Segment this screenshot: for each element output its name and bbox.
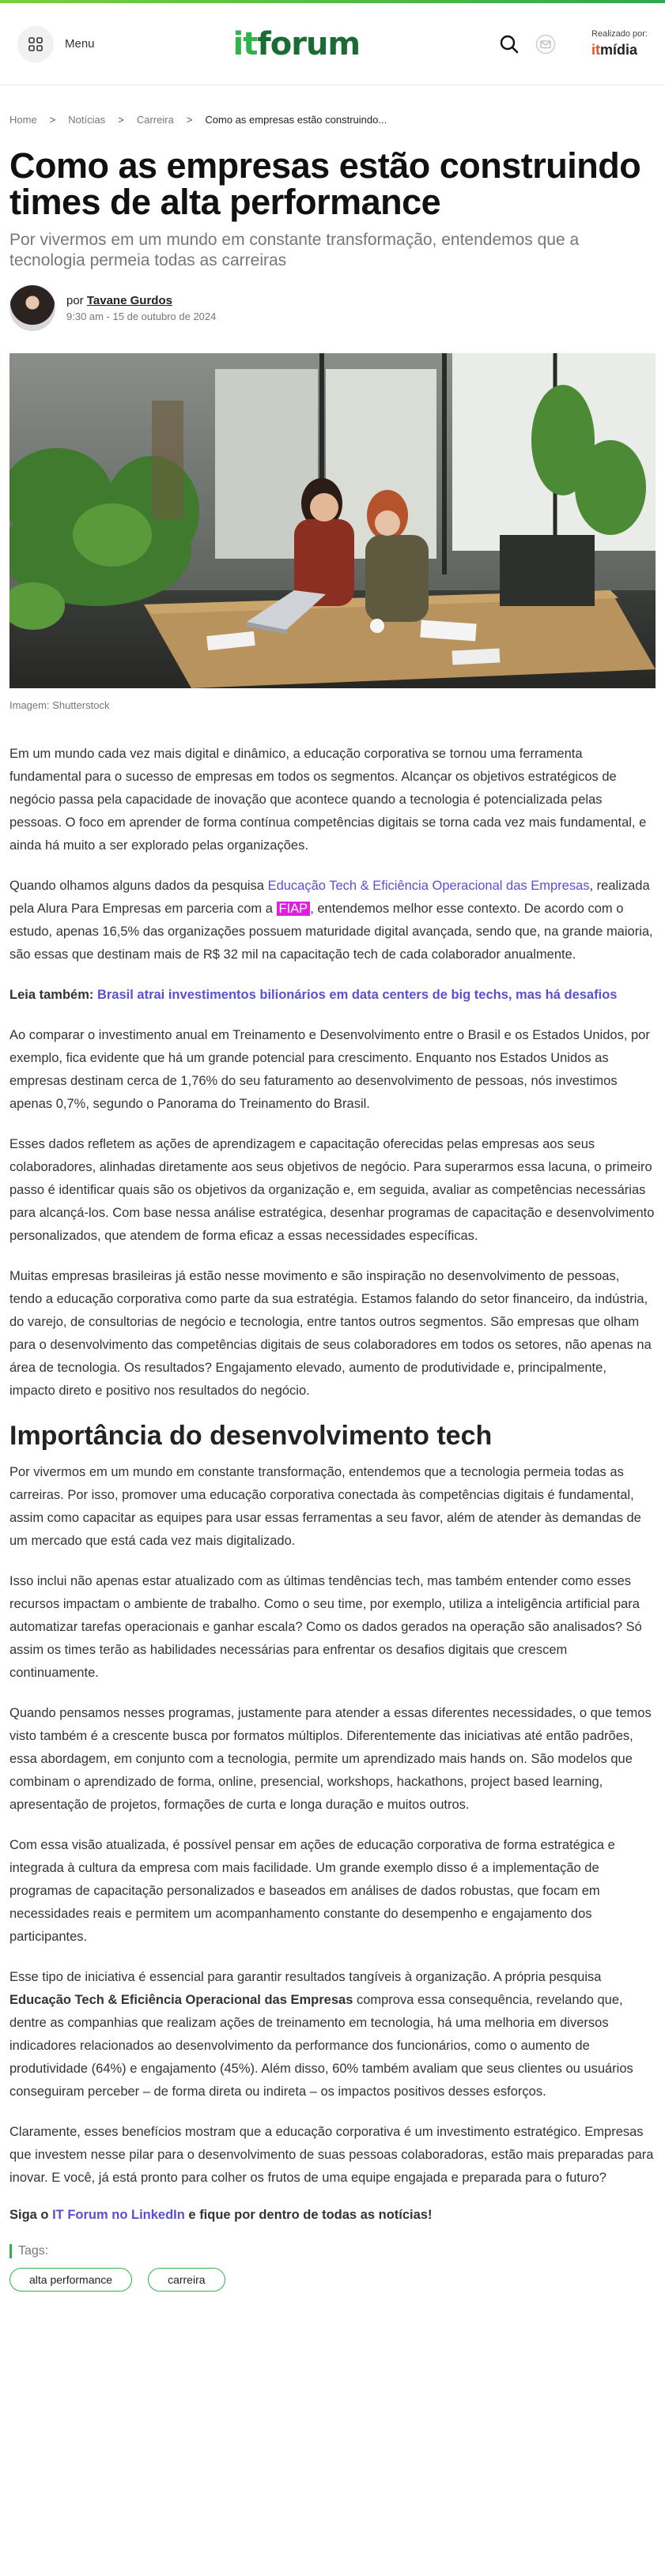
page-subtitle: Por vivermos em um mundo em constante transformação, entendemos que a tecnologia permeia todas as carreiras [9, 231, 580, 269]
paragraph: Quando olhamos alguns dados da pesquisa Educação Tech & Eficiência Operacional das Empresas, realizada pela Alura Para Empresas em parceria com a FIAP , entendemos melhor esse contexto. De acordo com o estudo, apenas 16,5% das organizações possuem maturidade digital avançada, sendo que, na grande maioria, são essas que destinam mais de R$ 32 mil na capacitação tech de cada colaborador anualmente. [9, 879, 653, 962]
site-logo[interactable] [232, 26, 360, 62]
paragraph: Isso inclui não apenas estar atualizado com as últimas tendências tech, mas também entender como esses recursos impactam o ambiente de trabalho. Como o seu time, por exemplo, utiliza a inteligência artificial para automatizar tarefas operacionais e ganhar escala? Como os dados gerados na operação são analisados? Só assim os times terão as habilidades necessárias para enfrentar os desafios digitais que crescem continuamente. [9, 1574, 642, 1680]
breadcrumb-current: Como as empresas estão construindo... [205, 114, 387, 126]
section-heading: Importância do desenvolvimento tech [9, 1421, 493, 1451]
author-link[interactable]: Tavane Gurdos [86, 294, 172, 307]
author-name: por Tavane Gurdos [66, 294, 172, 307]
avatar[interactable] [9, 285, 55, 331]
publish-date: 9:30 am - 15 de outubro de 2024 [66, 311, 217, 322]
sponsor-label: Realizado por: [591, 29, 648, 39]
grid-icon [17, 26, 54, 62]
menu-label: Menu [65, 37, 95, 51]
breadcrumb-carreira[interactable]: Carreira [136, 114, 174, 126]
linkedin-link[interactable]: IT Forum no LinkedIn [52, 2208, 185, 2222]
tag-list [9, 2268, 656, 2292]
newsletter-icon[interactable] [535, 33, 557, 55]
paragraph: Esse tipo de iniciativa é essencial para garantir resultados tangíveis à organização. A própria pesquisa Educação Tech & Eficiência Operacional das Empresas comprova essa consequência, revelando que, dentre as companhias que realizam ações de treinamento em tecnologia, há uma melhoria em diversos indicadores relacionados ao desenvolvimento da performance dos funcionários, como o aumento de produtividade (64%) e engajamento (45%). Além disso, 60% também avaliam que seus clientes ou usuários conseguiram perceber – de forma direta ou indireta – os impactos positivos desses esforços. [9, 1970, 633, 2099]
logo-forum: forum [257, 25, 361, 62]
menu-button[interactable] [17, 26, 95, 62]
tags-label: Tags: [9, 2244, 656, 2258]
article-body [9, 743, 656, 2227]
paragraph: Esses dados refletem as ações de aprendizagem e capacitação oferecidas pelas empresas aos seus colaboradores, alinhadas diretamente aos seus objetivos de negócio. Para superarmos essa lacuna, o primeiro passo é identificar quais são os objetivos da organização e, em seguida, avaliar as competências necessárias para alcançá-los. Com base nessa análise estratégica, desenhar programas de capacitação e desenvolvimento personalizados, que atendem de forma eficaz a essas necessidades específicas. [9, 1137, 655, 1243]
breadcrumb-noticias[interactable]: Notícias [68, 114, 106, 126]
fiap-highlight: FIAP [277, 902, 311, 916]
paragraph: Quando pensamos nesses programas, justamente para atender a essas diferentes necessidades, o que temos visto também é a crescente busca por formatos múltiplos. Diferentemente das iniciativas até então padrões, essa abordagem, em conjunto com a tecnologia, permite um aprendizado mais hands on. São modelos que combinam o aprendizado de forma, online, presencial, workshops, hackathons, project based learning, apresentação de projetos, formações de curta e longa duração e muitos outros. [9, 1706, 652, 1812]
paragraph: Em um mundo cada vez mais digital e dinâmico, a educação corporativa se tornou uma ferramenta fundamental para o sucesso de empresas em todos os segmentos. Alcançar os objetivos estratégicos de negócio passa pela capacidade de inovação que acontece quando a tecnologia é potencializada pelas pessoas. O foco em aprender de forma contínua competências digitais se torna cada vez mais fundamental, e ainda há muito a ser explorado pelas organizações. [9, 747, 647, 853]
hero-image [9, 353, 656, 688]
paragraph: Muitas empresas brasileiras já estão nesse movimento e são inspiração no desenvolvimento de pessoas, tendo a educação corporativa como parte da sua estratégia. Estamos falando do setor financeiro, da indústria, do varejo, de consultorias de negócio e tecnologia, entre tantos outros segmentos. São empresas que olham para o desenvolvimento das competências digitais de seus colaboradores em todos os setores, não apenas na área de tecnologia. Os resultados? Engajamento elevado, aumento de produtividade e, principalmente, impacto direto e positivo nos resultados do negócio. [9, 1269, 652, 1398]
breadcrumb-home[interactable]: Home [9, 114, 37, 126]
research-link[interactable]: Educação Tech & Eficiência Operacional das Empresas [267, 879, 590, 893]
logo-it: it [232, 25, 258, 62]
follow-cta: Siga o IT Forum no LinkedIn e fique por dentro de todas as notícias! [9, 2208, 433, 2222]
site-header [0, 3, 665, 85]
image-credit: Imagem: Shutterstock [9, 699, 110, 711]
paragraph: Com essa visão atualizada, é possível pensar em ações de educação corporativa de forma estratégica e integrada à cultura da empresa com mais facilidade. Um grande exemplo disso é a implementação de programas de capacitação personalizados e baseados em análises de dados robustas, que focam em necessidades reais e permitem um acompanhamento constante do desempenho e engajamento dos participantes. [9, 1838, 615, 1944]
breadcrumb: Home > Notícias > Carreira > Como as empresas estão construindo... [9, 114, 387, 126]
paragraph: Ao comparar o investimento anual em Treinamento e Desenvolvimento entre o Brasil e os Estados Unidos, por exemplo, fica evidente que há um grande potencial para crescimento. Enquanto nos Estados Unidos as empresas destinam cerca de 1,76% do seu faturamento ao desenvolvimento de pessoas, nós investimos apenas 0,7%, segundo o Panorama do Treinamento do Brasil. [9, 1028, 650, 1111]
article-content [0, 114, 665, 2292]
search-icon[interactable] [498, 33, 520, 55]
author-block [9, 285, 656, 331]
paragraph: Claramente, esses benefícios mostram que a educação corporativa é um investimento estratégico. Empresas que investem nesse pilar para o desenvolvimento de suas pessoas colaboradoras, estão mais preparadas para inovar. E você, já está pronto para colher os frutos de uma equipe engajada e preparada para o futuro? [9, 2125, 654, 2185]
page-title: Como as empresas estão construindo times de alta performance [9, 145, 641, 222]
tag-carreira[interactable]: carreira [148, 2268, 225, 2292]
related-article-link[interactable]: Brasil atrai investimentos bilionários em data centers de big techs, mas há desafios [96, 988, 618, 1002]
tag-alta-performance[interactable]: alta performance [9, 2268, 132, 2292]
sponsor-brand: itmídia [591, 42, 638, 58]
sponsor-block[interactable] [591, 29, 648, 58]
related-article: Leia também: Brasil atrai investimentos bilionários em data centers de big techs, mas há desafios [9, 988, 618, 1002]
paragraph: Por vivermos em um mundo em constante transformação, entendemos que a tecnologia permeia todas as carreiras. Por isso, promover uma educação corporativa conectada às competências digitais é fundamental, assim como capacitar as equipes para usar essas ferramentas a seu favor, além de atender às demandas de um mercado que está cada vez mais digitalizado. [9, 1465, 641, 1548]
